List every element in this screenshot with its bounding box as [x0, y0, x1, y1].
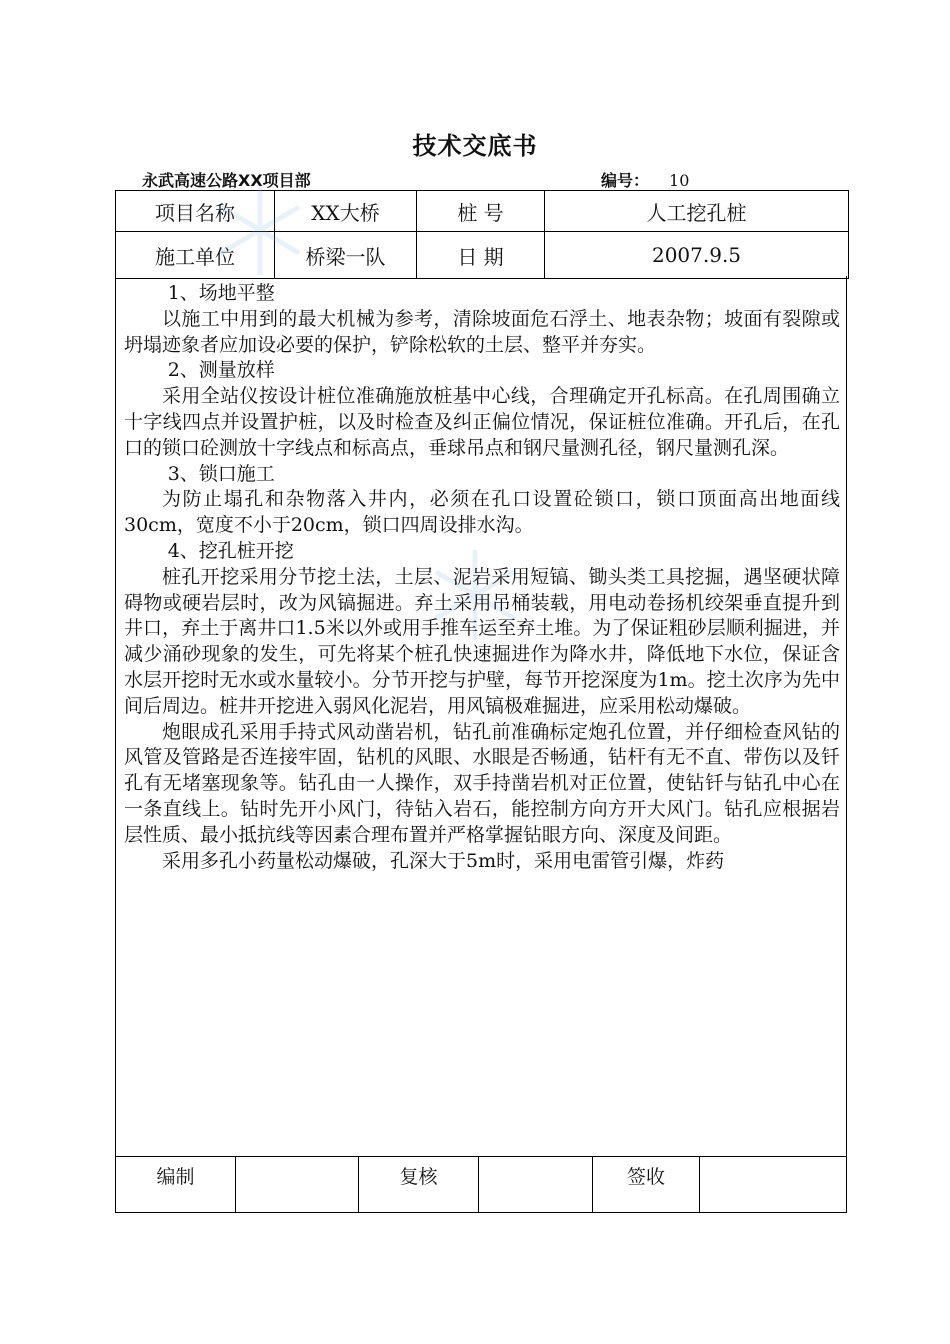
compile-label: 编制 — [116, 1157, 236, 1213]
paragraph-blasting: 采用多孔小药量松动爆破，孔深大于5m时，采用电雷管引爆，炸药 — [162, 849, 725, 872]
organization-name: 永武高速公路XX项目部 — [142, 171, 311, 190]
review-signature-field[interactable] — [479, 1157, 593, 1213]
paragraph-lock-collar: 为防止塌孔和杂物落入井内，必须在孔口设置砼锁口，锁口顶面高出地面线30cm，宽度不小于20cm，锁口四周设排水沟。 — [124, 488, 840, 537]
compile-signature-field[interactable] — [236, 1157, 359, 1213]
paragraph-drilling: 炮眼成孔采用手持式风动凿岩机，钻孔前准确标定炮孔位置，并仔细检查风钻的风管及管路是否连接牢固，钻机的风眼、水眼是否畅通，钻杆有无不直、带伤以及钎孔有无堵塞现象等。钻孔由一人操作，双手持凿岩机对正位置，使钻钎与钻孔中心在一条直线上。钻时先开小风门，待钻入岩石，能控制方向方开大风门。钻孔应根据岩层性质、最小抵抗线等因素合理布置并严格掌握钻眼方向、深度及间距。 — [124, 720, 840, 846]
number-label: 编号： — [601, 171, 650, 190]
content-text — [124, 281, 840, 874]
date-label: 日 期 — [417, 232, 545, 279]
review-label: 复核 — [359, 1157, 479, 1213]
pile-number-value: 人工挖孔桩 — [545, 191, 849, 232]
sign-signature-field[interactable] — [700, 1157, 847, 1213]
section-heading-lock-collar: 3、锁口施工 — [167, 462, 275, 485]
sign-label: 签收 — [593, 1157, 700, 1213]
document-title: 技术交底书 — [412, 132, 538, 160]
pile-number-label: 桩 号 — [417, 191, 545, 232]
paragraph-excavation: 桩孔开挖采用分节挖土法，土层、泥岩采用短镐、锄头类工具挖掘，遇坚硬状障碍物或硬岩层时，改为风镐掘进。弃土采用吊桶装载，用电动卷扬机绞架垂直提升到井口，弃土于离井口1.5米以外或用手推车运至弃土堆。为了保证粗砂层顺利掘进，并减少涌砂现象的发生，可先将某个桩孔快速掘进作为降水井，降低地下水位，保证含水层开挖时无水或水量较小。分节开挖与护壁，每节开挖深度为1m。挖土次序为先中间后周边。桩井开挖进入弱风化泥岩，用风镐极难掘进，应采用松动爆破。 — [124, 565, 840, 717]
section-heading-excavation: 4、挖孔桩开挖 — [167, 539, 294, 562]
document-number — [601, 168, 689, 191]
date-value: 2007.9.5 — [545, 232, 849, 279]
section-heading-site-leveling: 1、场地平整 — [167, 282, 275, 304]
number-value: 10 — [669, 171, 690, 190]
signature-table — [115, 1156, 847, 1213]
paragraph-site-leveling: 以施工中用到的最大机械为参考，清除坡面危石浮土、地表杂物；坡面有裂隙或坍塌迹象者应加设必要的保护，铲除松软的土层、整平并夯实。 — [124, 307, 840, 356]
construction-unit-label: 施工单位 — [116, 232, 275, 279]
watermark-snowflake-icon — [210, 180, 310, 280]
construction-unit-value: 桥梁一队 — [275, 232, 417, 279]
section-heading-survey: 2、测量放样 — [167, 359, 275, 382]
project-name-label: 项目名称 — [116, 191, 275, 232]
paragraph-survey: 采用全站仪按设计桩位准确施放桩基中心线，合理确定开孔标高。在孔周围确立十字线四点并设置护桩，以及时检查及纠正偏位情况，保证桩位准确。开孔后，在孔口的锁口砼测放十字线点和标高点，垂球吊点和钢尺量测孔径，钢尺量测孔深。 — [124, 385, 840, 459]
project-name-value: XX大桥 — [275, 191, 417, 232]
